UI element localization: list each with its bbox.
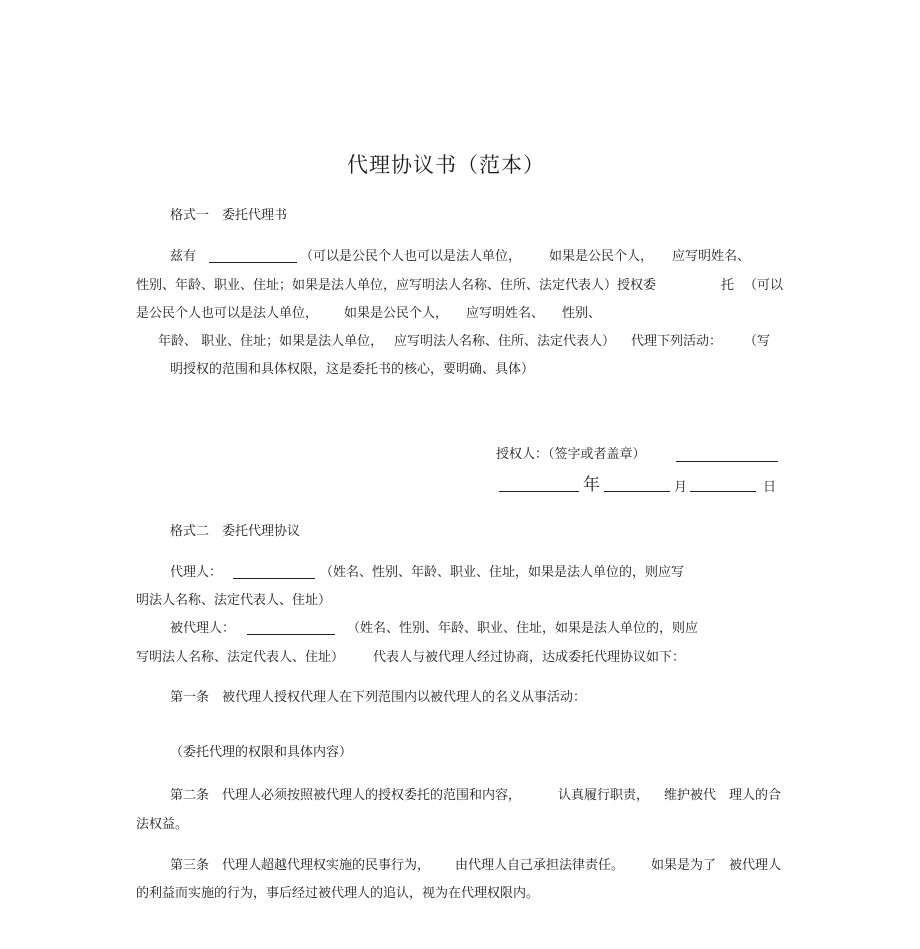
agent-label: 代理人： xyxy=(170,565,223,580)
principal-note-2a: 写明法人名称、法定代表人、住址） xyxy=(136,650,345,665)
scope-placeholder: （委托代理的权限和具体内容） xyxy=(170,745,353,760)
principal-blank[interactable] xyxy=(247,634,335,635)
format1-line3-b: 如果是公民个人， xyxy=(344,306,449,321)
agent-note: （姓名、性别、年龄、职业、住址，如果是法人单位的，则应写 xyxy=(320,565,685,580)
article-3-a: 第三条 代理人超越代理权实施的民事行为， xyxy=(170,858,431,873)
principal-note: （姓名、性别、年龄、职业、住址，如果是法人单位的，则应 xyxy=(347,621,699,636)
format1-line3-d: 性别、 xyxy=(562,306,602,321)
format1-line1-c: 如果是公民个人， xyxy=(549,249,654,264)
article-3-c: 如果是为了 被代理人 xyxy=(651,858,782,873)
page-title: 代理协议书（范本） xyxy=(347,153,545,177)
format1-line2-b: 托 xyxy=(721,278,735,293)
format2-heading: 格式二 委托代理协议 xyxy=(170,524,301,539)
year-blank[interactable] xyxy=(499,491,579,492)
format1-line1-a: 兹有 xyxy=(170,249,197,264)
month-blank[interactable] xyxy=(604,491,670,492)
format1-line5: 明授权的范围和具体权限，这是委托书的核心，要明确、具体） xyxy=(170,362,535,377)
format1-line2-a: 性别、年龄、职业、住址；如果是法人单位，应写明法人名称、住所、法定代表人）授权委 xyxy=(136,278,657,293)
day-label: 日 xyxy=(763,480,777,495)
year-label: 年 xyxy=(583,475,600,495)
article-2-d: 法权益。 xyxy=(136,817,189,832)
article-2-a: 第二条 代理人必须按照被代理人的授权委托的范围和内容， xyxy=(170,788,522,803)
day-blank[interactable] xyxy=(690,491,756,492)
signer-label: 授权人：（签字或者盖章） xyxy=(496,447,646,462)
signature-blank[interactable] xyxy=(676,461,778,462)
format1-line2-c: （可以 xyxy=(744,278,784,293)
article-1: 第一条 被代理人授权代理人在下列范围内以被代理人的名义从事活动： xyxy=(170,690,587,705)
format1-line3-a: 是公民个人也可以是法人单位， xyxy=(136,306,319,321)
format1-line4-a: 年龄、 职业、住址；如果是法人单位， xyxy=(158,334,384,349)
article-3-b: 由代理人自己承担法律责任。 xyxy=(455,858,625,873)
article-2-c: 维护被代 理人的合 xyxy=(664,788,782,803)
grantor-blank[interactable] xyxy=(209,262,297,263)
format1-heading: 格式一 委托代理书 xyxy=(170,208,288,223)
principal-label: 被代理人： xyxy=(170,621,236,636)
article-2-b: 认真履行职责， xyxy=(558,788,650,803)
article-3-d: 的利益而实施的行为，事后经过被代理人的追认，视为在代理权限内。 xyxy=(136,886,540,901)
format1-line3-c: 应写明姓名、 xyxy=(466,306,545,321)
month-label: 月 xyxy=(674,480,688,495)
agent-note-2: 明法人名称、法定代表人、住址） xyxy=(136,593,332,608)
format1-line4-d: （写 xyxy=(744,334,771,349)
agent-blank[interactable] xyxy=(233,578,315,579)
format1-line1-d: 应写明姓名、 xyxy=(672,249,751,264)
format1-line1-b: （可以是公民个人也可以是法人单位， xyxy=(300,249,522,264)
format1-line4-b: 应写明法人名称、住所、法定代表人） xyxy=(394,334,616,349)
principal-note-2b: 代表人与被代理人经过协商，达成委托代理协议如下： xyxy=(373,650,686,665)
format1-line4-c: 代理下列活动： xyxy=(631,334,723,349)
